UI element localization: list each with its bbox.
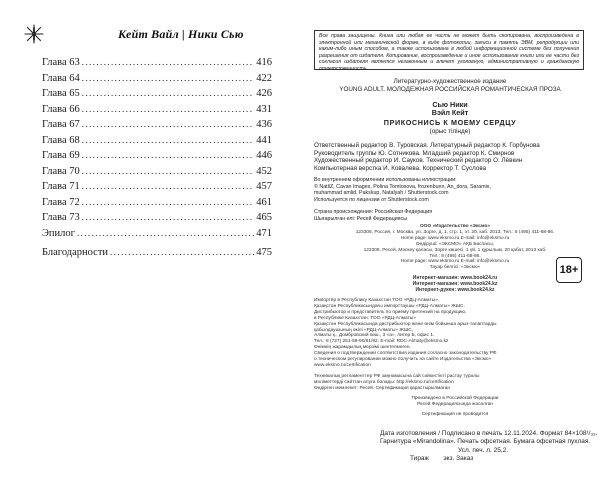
toc-title: Глава 71: [42, 181, 80, 192]
publisher-line: Home page: www.eksmo.ru E-mail: info@eksmo.ru: [400, 235, 510, 241]
imprint-line: Тираж экз. Заказ: [410, 455, 474, 463]
genre-label: Литературно-художественное издание: [393, 78, 507, 85]
toc-leader: [82, 88, 254, 98]
distribution-line: қабылдаушының өкілі «РДЦ-Алматы» ЖШС,: [314, 327, 414, 333]
toc-title: Глава 72: [42, 196, 80, 208]
toc-title: Глава 70: [42, 165, 80, 177]
distribution-line: Тел.: 8 (727) 251-59-90/91/92. E-mail: RDC-Almaty@eksmo.kz: [314, 339, 449, 345]
imprint-line: Дата изготовления / Подписано в печать 12.11.2024. Формат 84×108¹/₃₂.: [380, 430, 598, 437]
right-page: [300, 0, 600, 485]
toc-page: 431: [256, 103, 272, 115]
internet-line[interactable]: Интернет-магазин: www.book24.kz: [412, 280, 498, 287]
toc-leader: [82, 166, 254, 176]
toc-title: Эпилог: [42, 227, 75, 239]
toc-title: Глава 65: [42, 88, 80, 99]
toc-leader: [82, 57, 254, 67]
toc-page: 465: [256, 212, 272, 223]
toc-page: 436: [256, 119, 272, 130]
toc-title: Благодарности: [42, 247, 109, 258]
toc-page: 475: [256, 247, 272, 258]
imprint-line: Гарнитура «Mirandolina». Печать офсетная. Бумага офсетная пухлая.: [380, 438, 591, 446]
toc-row[interactable]: [42, 88, 272, 104]
book-title: ПРИКОСНИСЬ К МОЕМУ СЕРДЦУ: [383, 118, 517, 127]
toc-page: 441: [256, 134, 272, 146]
publisher-line: 123308, Россия, г. Москва, ул. Зорге, д. 1, стр. 1, эт. 20, каб. 2013. Тел.: 8 (495) 411-68-86.: [355, 229, 555, 235]
imprint-line: Усл. печ. л. 25,2.: [458, 446, 509, 454]
certification-note: Сертификация не проводится: [421, 412, 489, 417]
publisher-line: ООО «Издательство «Эксмо»: [419, 224, 491, 229]
toc-leader: [110, 247, 254, 257]
authors-header: Кейт Вайл | Ники Сью: [118, 27, 244, 41]
imprint-block: [380, 430, 598, 464]
toc-page: 422: [256, 72, 272, 84]
illustration-line: muhammad amlid, Pakskup, Natalyah / Shutterstock.com: [314, 190, 449, 197]
toc-row[interactable]: [42, 228, 272, 244]
author-2: Вэйл Кейт: [431, 108, 469, 117]
toc-leader: [77, 228, 254, 238]
publisher-line: Тел.: 8 (495) 411-68-86.: [429, 253, 481, 259]
toc-leader: [82, 135, 254, 145]
toc-row[interactable]: [42, 212, 272, 228]
distribution-line: Дистрибьютор и представитель по приему претензий на продукцию,: [314, 309, 467, 315]
toc-page: 457: [256, 181, 272, 192]
toc-row[interactable]: [42, 150, 272, 166]
toc-row[interactable]: [42, 73, 272, 89]
credit-line: Компьютерная верстка И. Ковалева. Корректор Т. Суслова: [314, 164, 487, 172]
tech-line: Өндірген мемлекет: Ресей. Сертификация қарастырылмаған: [314, 385, 451, 391]
distribution-line: Сведения о подтверждении соответствия издания согласно законодательству РФ: [314, 351, 497, 357]
made-in-line: Ресей Федерациясында жасалған: [417, 401, 493, 407]
made-in-line: Произведено в Российской Федерации: [411, 396, 499, 401]
series-label: YOUNG ADULT. МОЛОДЕЖНАЯ РОССИЙСКАЯ РОМАНТИЧЕСКАЯ ПРОЗА: [339, 86, 561, 93]
toc-row[interactable]: [42, 197, 272, 213]
internet-line[interactable]: Интернет-дүкен: www.book24.kz: [415, 286, 495, 293]
toc-title: Глава 73: [42, 212, 80, 223]
distribution-line: Алматы қ., Домбровский көш., 3 «а», литер Б, офис 1.: [314, 333, 435, 339]
table-of-contents: [42, 57, 272, 263]
toc-row[interactable]: [42, 57, 272, 73]
distribution-line: в Республике Казахстан: ТОО «РДЦ-Алматы»: [314, 315, 416, 321]
toc-title: Глава 66: [42, 103, 80, 115]
publisher-block: [330, 224, 580, 271]
tech-line: Техникалық регламенттер РФ заңнамасына сай сәйкестікті растау туралы: [314, 374, 480, 379]
distribution-line: Өнімнің жарамдылық мерзімі шектелмеген.: [314, 345, 411, 351]
toc-title: Глава 64: [42, 72, 80, 84]
illustration-line: Во внутреннем оформлении использованы иллюстрации:: [314, 177, 457, 183]
toc-row[interactable]: [42, 104, 272, 120]
credit-line: Художественный редактор И. Сауков. Технический редактор О. Лёвкин: [314, 157, 523, 165]
toc-row[interactable]: [42, 119, 272, 135]
toc-page: 446: [256, 150, 272, 161]
toc-page: 426: [256, 88, 272, 99]
toc-leader: [82, 150, 254, 160]
toc-leader: [82, 104, 254, 114]
copyright-notice: Все права защищены. Книга или любая ее часть не может быть скопирована, воспроизведена в электронной или механической форме, в виде фотокопии, записи в память ЭВМ, репродукции или каким-либо иным способом, а также использована в любой информационной системе без получения разрешения от издателя. Копирование, воспроизведение и иное использование книги или ее части без согласия издателя является незаконным и влечет уголовную, административную и гражданскую ответственность.: [314, 30, 584, 70]
publisher-line: Home page: www.eksmo.ru E-mail: info@eksmo.ru: [400, 259, 510, 265]
toc-page: 452: [256, 165, 272, 177]
toc-title: Глава 69: [42, 150, 80, 161]
toc-page: 471: [256, 227, 272, 239]
country-line: Страна происхождения: Российская Федерация: [314, 209, 433, 215]
distribution-line: Қазақстан Республикасындағы импорттаушы «РДЦ-Алматы» ЖШС.: [314, 303, 465, 309]
distribution-line: Қазақстан Республикасында дистрибьютор және өнім бойынша арыз-талаптарды: [314, 321, 497, 327]
toc-title: Глава 63: [42, 57, 80, 68]
internet-block: [330, 276, 580, 294]
publisher-line: Тауар белгісі: «Эксмо»: [429, 265, 481, 271]
toc-row[interactable]: [42, 166, 272, 182]
distribution-line: Импортёр в Республику Казахстан ТОО «РДЦ-Алматы».: [314, 298, 440, 303]
distribution-line: www.eksmo.ru/certification: [314, 362, 371, 368]
illustration-line: Используется по лицензии от Shutterstock.com: [314, 196, 429, 203]
toc-leader: [82, 119, 254, 129]
credits-block: [314, 142, 584, 172]
toc-page: 461: [256, 196, 272, 208]
credit-line: Ответственный редактор В. Туровская. Литературный редактор К. Горбунова: [314, 142, 540, 149]
made-in-block: [330, 396, 580, 408]
country-line: Шығарылған елі: Ресей Федерациясы: [314, 215, 408, 222]
internet-line[interactable]: Интернет-магазин: www.book24.ru: [412, 275, 498, 281]
publisher-line: Өндіруші: «ЭКСМО» АҚБ Баспасы,: [416, 241, 494, 247]
toc-title: Глава 68: [42, 134, 80, 146]
publisher-line: 123308, Ресей, Мәскеу қаласы, Зорге көшесі, 1 үй, 1 құрылым, 20 қабат, 2013 каб.: [363, 247, 547, 253]
tech-line: мәліметтерді сайттан алуға болады: http://eksmo.ru/certification: [314, 379, 454, 385]
credit-line: Руководитель группы Ю. Сотникова. Младший редактор К. Смирнов: [314, 149, 515, 157]
toc-title: Глава 67: [42, 119, 80, 130]
toc-leader: [82, 197, 254, 207]
author-1: Сью Ники: [432, 100, 468, 109]
illustrations-block: [314, 177, 584, 203]
distribution-block: [314, 298, 554, 369]
toc-leader: [82, 181, 254, 191]
toc-row[interactable]: [42, 135, 272, 151]
toc-row[interactable]: [42, 247, 272, 263]
illustration-line: © NatliZ, Cavan Images, Polina Tomtosova, frozenbunn, An_dora, Saramix,: [314, 183, 491, 190]
country-block: [310, 209, 450, 222]
age-rating-badge: 18+: [556, 257, 582, 283]
tech-block: [314, 374, 574, 392]
starburst-icon: [24, 24, 44, 44]
book-subtitle: (орыс тілінде): [429, 128, 471, 135]
toc-row[interactable]: [42, 181, 272, 197]
toc-page: 416: [256, 57, 272, 68]
distribution-line: о техническом регулировании можно получить на сайте Издательства «Эксмо»: [314, 357, 492, 363]
toc-leader: [82, 212, 254, 222]
toc-leader: [82, 73, 254, 83]
